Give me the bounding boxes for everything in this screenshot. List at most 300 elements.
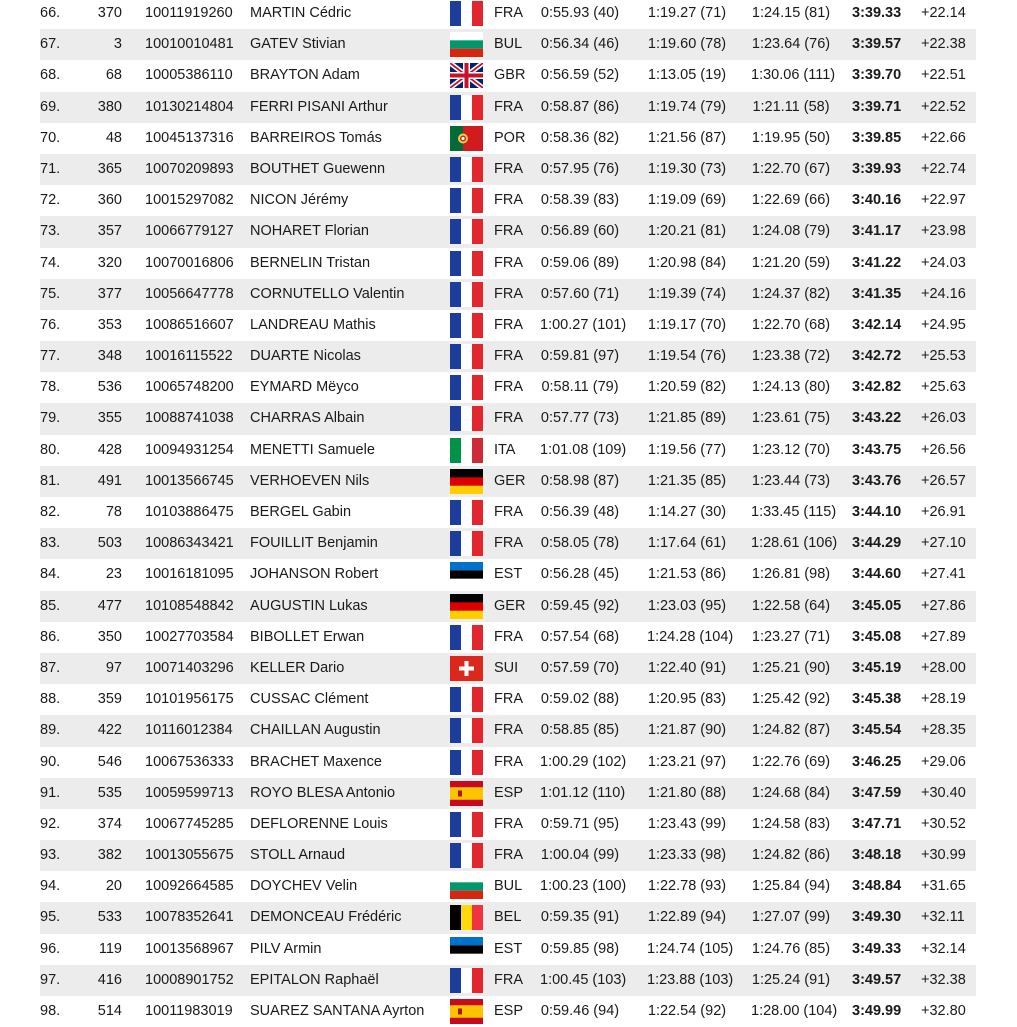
split-1-cell: 1:01.12 (110) — [540, 784, 626, 801]
table-row — [40, 372, 976, 403]
uci-id-cell: 10130214804 — [145, 98, 234, 115]
split-2-cell: 1:13.05 (19) — [647, 67, 727, 84]
uci-id-cell: 10108548842 — [145, 597, 234, 614]
flag-icon — [450, 375, 483, 400]
bib-cell: 370 — [97, 5, 122, 21]
total-time-cell: 3:39.70 — [852, 67, 902, 84]
rank-cell: 88. — [40, 691, 61, 708]
flag-icon — [450, 905, 483, 930]
time-gap-cell: +22.66 — [921, 129, 966, 146]
bib-cell: 546 — [97, 753, 122, 770]
time-gap-cell: +22.14 — [921, 5, 966, 21]
split-3-cell: 1:22.69 (66) — [751, 192, 831, 209]
uci-id-cell: 10045137316 — [145, 129, 234, 146]
nation-code-cell: FRA — [494, 348, 523, 365]
nation-code-cell: GER — [494, 472, 526, 489]
bib-cell: 320 — [97, 254, 122, 271]
total-time-cell: 3:42.14 — [852, 316, 902, 333]
time-gap-cell: +22.97 — [921, 192, 966, 209]
nation-code-cell: FRA — [494, 254, 523, 271]
split-1-cell: 0:58.98 (87) — [540, 472, 620, 489]
split-3-cell: 1:24.08 (79) — [751, 223, 831, 240]
time-gap-cell: +27.89 — [921, 628, 966, 645]
flag-icon — [450, 500, 483, 525]
split-3-cell: 1:19.95 (50) — [751, 129, 831, 146]
nation-code-cell: BEL — [494, 909, 522, 926]
rank-cell: 75. — [40, 285, 61, 302]
table-row — [40, 965, 976, 996]
table-row — [40, 840, 976, 871]
table-row — [40, 435, 976, 466]
split-1-cell: 0:58.39 (83) — [540, 192, 620, 209]
table-row — [40, 871, 976, 902]
nation-code-cell: FRA — [494, 379, 523, 396]
rank-cell: 91. — [40, 784, 61, 801]
split-1-cell: 0:59.06 (89) — [540, 254, 620, 271]
split-1-cell: 1:00.04 (99) — [540, 847, 620, 864]
rider-name-cell: BERNELIN Tristan — [250, 254, 371, 271]
split-2-cell: 1:23.21 (97) — [647, 753, 727, 770]
split-2-cell: 1:21.53 (86) — [647, 566, 727, 583]
table-row — [40, 60, 976, 91]
total-time-cell: 3:49.57 — [852, 971, 902, 988]
split-3-cell: 1:23.38 (72) — [751, 348, 831, 365]
split-1-cell: 0:59.71 (95) — [540, 815, 620, 832]
bib-cell: 23 — [105, 566, 122, 583]
nation-code-cell: FRA — [494, 691, 523, 708]
bib-cell: 360 — [97, 192, 122, 209]
flag-icon — [450, 594, 483, 619]
rider-name-cell: FERRI PISANI Arthur — [250, 98, 388, 115]
rider-name-cell: NOHARET Florian — [250, 223, 369, 240]
flag-icon — [450, 937, 483, 962]
uci-id-cell: 10027703584 — [145, 628, 234, 645]
table-row — [40, 528, 976, 559]
split-2-cell: 1:21.80 (88) — [647, 784, 727, 801]
rider-name-cell: GATEV Stivian — [250, 36, 346, 53]
total-time-cell: 3:42.72 — [852, 348, 902, 365]
rank-cell: 73. — [40, 223, 61, 240]
rider-name-cell: LANDREAU Mathis — [250, 316, 376, 333]
split-2-cell: 1:17.64 (61) — [647, 535, 727, 552]
split-1-cell: 0:59.46 (94) — [540, 1003, 620, 1019]
table-row — [40, 809, 976, 840]
uci-id-cell: 10011919260 — [145, 5, 233, 21]
time-gap-cell: +22.51 — [921, 67, 966, 84]
uci-id-cell: 10071403296 — [145, 659, 234, 676]
flag-icon — [450, 157, 483, 182]
time-gap-cell: +26.91 — [921, 504, 966, 520]
split-3-cell: 1:22.76 (69) — [751, 753, 831, 770]
rank-cell: 89. — [40, 722, 61, 739]
split-3-cell: 1:23.27 (71) — [751, 628, 831, 645]
split-3-cell: 1:22.58 (64) — [751, 597, 831, 614]
split-1-cell: 1:00.23 (100) — [540, 878, 627, 895]
rider-name-cell: DEFLORENNE Louis — [250, 815, 388, 832]
uci-id-cell: 10067745285 — [145, 815, 234, 832]
rank-cell: 86. — [40, 628, 61, 645]
bib-cell: 48 — [105, 129, 122, 146]
uci-id-cell: 10013055675 — [145, 847, 234, 864]
total-time-cell: 3:39.85 — [852, 129, 902, 146]
flag-icon — [450, 750, 483, 775]
bib-cell: 377 — [97, 285, 122, 302]
total-time-cell: 3:49.33 — [852, 940, 902, 957]
table-row — [40, 902, 976, 933]
flag-icon — [450, 843, 483, 868]
table-row — [40, 591, 976, 622]
rider-name-cell: BRACHET Maxence — [250, 753, 382, 770]
split-3-cell: 1:33.45 (115) — [751, 504, 837, 520]
split-3-cell: 1:24.82 (86) — [751, 847, 831, 864]
split-2-cell: 1:19.30 (73) — [647, 160, 727, 177]
split-3-cell: 1:25.42 (92) — [751, 691, 831, 708]
total-time-cell: 3:44.10 — [852, 504, 902, 520]
table-row — [40, 466, 976, 497]
table-row — [40, 29, 976, 60]
time-gap-cell: +27.41 — [921, 566, 966, 583]
time-gap-cell: +30.40 — [921, 784, 966, 801]
split-2-cell: 1:19.27 (71) — [647, 5, 727, 21]
split-3-cell: 1:23.64 (76) — [751, 36, 831, 53]
nation-code-cell: GER — [494, 597, 526, 614]
time-gap-cell: +27.86 — [921, 597, 966, 614]
split-1-cell: 0:59.45 (92) — [540, 597, 620, 614]
flag-icon — [450, 282, 483, 307]
total-time-cell: 3:43.76 — [852, 472, 902, 489]
rank-cell: 98. — [40, 1003, 61, 1019]
split-3-cell: 1:25.24 (91) — [751, 971, 831, 988]
split-3-cell: 1:23.61 (75) — [751, 410, 831, 427]
total-time-cell: 3:47.59 — [852, 784, 902, 801]
uci-id-cell: 10101956175 — [145, 691, 234, 708]
split-2-cell: 1:14.27 (30) — [647, 504, 727, 520]
split-1-cell: 0:55.93 (40) — [540, 5, 620, 21]
split-2-cell: 1:19.09 (69) — [647, 192, 727, 209]
split-2-cell: 1:19.17 (70) — [647, 316, 727, 333]
bib-cell: 477 — [97, 597, 122, 614]
split-3-cell: 1:24.13 (80) — [751, 379, 831, 396]
rank-cell: 90. — [40, 753, 61, 770]
bib-cell: 374 — [97, 815, 122, 832]
table-row — [40, 622, 976, 653]
uci-id-cell: 10011983019 — [145, 1003, 233, 1019]
uci-id-cell: 10005386110 — [145, 67, 233, 84]
split-2-cell: 1:19.60 (78) — [647, 36, 727, 53]
split-2-cell: 1:24.74 (105) — [647, 940, 734, 957]
time-gap-cell: +31.65 — [921, 878, 966, 895]
uci-id-cell: 10015297082 — [145, 192, 234, 209]
rider-name-cell: BERGEL Gabin — [250, 504, 352, 520]
nation-code-cell: FRA — [494, 285, 523, 302]
total-time-cell: 3:43.22 — [852, 410, 902, 427]
uci-id-cell: 10008901752 — [145, 971, 234, 988]
split-3-cell: 1:24.76 (85) — [751, 940, 831, 957]
uci-id-cell: 10013568967 — [145, 940, 234, 957]
rank-cell: 77. — [40, 348, 61, 365]
time-gap-cell: +22.52 — [921, 98, 966, 115]
rank-cell: 83. — [40, 535, 61, 552]
rank-cell: 70. — [40, 129, 61, 146]
table-row — [40, 559, 976, 590]
split-1-cell: 0:58.87 (86) — [540, 98, 620, 115]
rank-cell: 82. — [40, 504, 61, 520]
uci-id-cell: 10070209893 — [145, 160, 234, 177]
table-row — [40, 996, 976, 1027]
flag-icon — [450, 344, 483, 369]
split-1-cell: 0:59.81 (97) — [540, 348, 620, 365]
bib-cell: 355 — [97, 410, 122, 427]
time-gap-cell: +24.03 — [921, 254, 966, 271]
nation-code-cell: FRA — [494, 753, 523, 770]
split-2-cell: 1:19.39 (74) — [647, 285, 727, 302]
split-3-cell: 1:25.84 (94) — [751, 878, 831, 895]
nation-code-cell: ESP — [494, 784, 524, 801]
time-gap-cell: +25.63 — [921, 379, 966, 396]
results-table — [40, 0, 976, 1027]
split-2-cell: 1:22.54 (92) — [647, 1003, 727, 1019]
rider-name-cell: AUGUSTIN Lukas — [250, 597, 368, 614]
total-time-cell: 3:49.99 — [852, 1003, 902, 1019]
table-row — [40, 185, 976, 216]
split-3-cell: 1:22.70 (67) — [751, 160, 831, 177]
total-time-cell: 3:49.30 — [852, 909, 902, 926]
time-gap-cell: +32.14 — [921, 940, 966, 957]
rider-name-cell: BIBOLLET Erwan — [250, 628, 365, 645]
split-3-cell: 1:21.20 (59) — [751, 254, 831, 271]
rank-cell: 93. — [40, 847, 61, 864]
split-3-cell: 1:27.07 (99) — [751, 909, 831, 926]
split-3-cell: 1:26.81 (98) — [751, 566, 831, 583]
split-2-cell: 1:19.74 (79) — [647, 98, 727, 115]
rider-name-cell: MARTIN Cédric — [250, 5, 352, 21]
split-3-cell: 1:24.15 (81) — [751, 5, 831, 21]
split-1-cell: 0:59.85 (98) — [540, 940, 620, 957]
total-time-cell: 3:44.29 — [852, 535, 902, 552]
time-gap-cell: +26.57 — [921, 472, 966, 489]
nation-code-cell: FRA — [494, 535, 523, 552]
uci-id-cell: 10067536333 — [145, 753, 234, 770]
flag-icon — [450, 469, 483, 494]
split-2-cell: 1:21.35 (85) — [647, 472, 727, 489]
nation-code-cell: FRA — [494, 98, 523, 115]
rank-cell: 80. — [40, 441, 61, 458]
split-3-cell: 1:28.00 (104) — [751, 1003, 838, 1019]
nation-code-cell: POR — [494, 129, 526, 146]
rank-cell: 97. — [40, 971, 61, 988]
time-gap-cell: +25.53 — [921, 348, 966, 365]
total-time-cell: 3:45.08 — [852, 628, 902, 645]
split-1-cell: 1:00.29 (102) — [540, 753, 627, 770]
split-3-cell: 1:24.37 (82) — [751, 285, 831, 302]
rider-name-cell: CHAILLAN Augustin — [250, 722, 381, 739]
rider-name-cell: VERHOEVEN Nils — [250, 472, 370, 489]
rank-cell: 85. — [40, 597, 61, 614]
bib-cell: 20 — [105, 878, 122, 895]
split-3-cell: 1:30.06 (111) — [751, 67, 836, 84]
split-3-cell: 1:24.82 (87) — [751, 722, 831, 739]
table-row — [40, 684, 976, 715]
total-time-cell: 3:41.22 — [852, 254, 902, 271]
table-row — [40, 715, 976, 746]
split-2-cell: 1:19.56 (77) — [647, 441, 727, 458]
rider-name-cell: CORNUTELLO Valentin — [250, 285, 405, 302]
nation-code-cell: BUL — [494, 36, 523, 53]
bib-cell: 536 — [97, 379, 122, 396]
rider-name-cell: BOUTHET Guewenn — [250, 160, 386, 177]
uci-id-cell: 10116012384 — [145, 722, 233, 739]
rider-name-cell: DOYCHEV Velin — [250, 878, 358, 895]
rider-name-cell: KELLER Dario — [250, 659, 345, 676]
split-1-cell: 0:57.77 (73) — [540, 410, 620, 427]
rank-cell: 92. — [40, 815, 61, 832]
rider-name-cell: DEMONCEAU Frédéric — [250, 909, 402, 926]
rider-name-cell: CHARRAS Albain — [250, 410, 365, 427]
split-3-cell: 1:21.11 (58) — [752, 98, 830, 115]
split-1-cell: 0:56.34 (46) — [540, 36, 620, 53]
split-1-cell: 0:58.11 (79) — [541, 379, 619, 396]
flag-icon — [450, 625, 483, 650]
rank-cell: 79. — [40, 410, 61, 427]
bib-cell: 491 — [97, 472, 122, 489]
nation-code-cell: GBR — [494, 67, 526, 84]
total-time-cell: 3:45.19 — [852, 659, 902, 676]
split-3-cell: 1:23.44 (73) — [751, 472, 831, 489]
split-1-cell: 0:57.95 (76) — [540, 160, 620, 177]
rider-name-cell: PILV Armin — [250, 940, 322, 957]
split-3-cell: 1:24.68 (84) — [751, 784, 831, 801]
split-2-cell: 1:22.78 (93) — [647, 878, 727, 895]
flag-icon — [450, 968, 483, 993]
time-gap-cell: +22.74 — [921, 160, 966, 177]
rank-cell: 74. — [40, 254, 61, 271]
time-gap-cell: +30.52 — [921, 815, 966, 832]
flag-icon — [450, 874, 483, 899]
nation-code-cell: ITA — [494, 441, 516, 458]
rider-name-cell: FOUILLIT Benjamin — [250, 535, 378, 552]
split-2-cell: 1:20.59 (82) — [647, 379, 727, 396]
split-1-cell: 0:56.28 (45) — [540, 566, 620, 583]
flag-icon — [450, 63, 483, 88]
uci-id-cell: 10010010481 — [145, 36, 234, 53]
flag-icon — [450, 438, 483, 463]
split-2-cell: 1:19.54 (76) — [647, 348, 727, 365]
rank-cell: 72. — [40, 192, 61, 209]
total-time-cell: 3:45.05 — [852, 597, 902, 614]
rider-name-cell: MENETTI Samuele — [250, 441, 375, 458]
uci-id-cell: 10092664585 — [145, 878, 234, 895]
rank-cell: 69. — [40, 98, 61, 115]
split-2-cell: 1:22.40 (91) — [647, 659, 727, 676]
nation-code-cell: EST — [494, 566, 523, 583]
time-gap-cell: +23.98 — [921, 223, 966, 240]
total-time-cell: 3:43.75 — [852, 441, 902, 458]
split-1-cell: 0:58.85 (85) — [540, 722, 620, 739]
time-gap-cell: +27.10 — [921, 535, 966, 552]
nation-code-cell: FRA — [494, 722, 523, 739]
split-3-cell: 1:23.12 (70) — [751, 441, 831, 458]
table-row — [40, 497, 976, 528]
time-gap-cell: +32.38 — [921, 971, 966, 988]
total-time-cell: 3:45.54 — [852, 722, 902, 739]
split-3-cell: 1:28.61 (106) — [751, 535, 838, 552]
nation-code-cell: FRA — [494, 223, 523, 240]
total-time-cell: 3:39.71 — [852, 98, 902, 115]
nation-code-cell: ESP — [494, 1003, 524, 1019]
bib-cell: 350 — [97, 628, 122, 645]
split-2-cell: 1:23.33 (98) — [647, 847, 727, 864]
rider-name-cell: DUARTE Nicolas — [250, 348, 361, 365]
time-gap-cell: +24.95 — [921, 316, 966, 333]
rank-cell: 68. — [40, 67, 61, 84]
bib-cell: 357 — [97, 223, 122, 240]
bib-cell: 535 — [97, 784, 122, 801]
time-gap-cell: +26.03 — [921, 410, 966, 427]
split-1-cell: 0:56.39 (48) — [540, 504, 620, 520]
flag-icon — [450, 531, 483, 556]
table-row — [40, 653, 976, 684]
flag-icon — [450, 812, 483, 837]
time-gap-cell: +30.99 — [921, 847, 966, 864]
rider-name-cell: EYMARD Mëyco — [250, 379, 359, 396]
bib-cell: 3 — [113, 36, 122, 53]
time-gap-cell: +28.00 — [921, 659, 966, 676]
total-time-cell: 3:46.25 — [852, 753, 902, 770]
table-row — [40, 279, 976, 310]
flag-icon — [450, 32, 483, 57]
nation-code-cell: FRA — [494, 410, 523, 427]
uci-id-cell: 10013566745 — [145, 472, 234, 489]
rider-name-cell: ROYO BLESA Antonio — [250, 784, 396, 801]
split-1-cell: 0:57.54 (68) — [540, 628, 620, 645]
rank-cell: 95. — [40, 909, 61, 926]
uci-id-cell: 10088741038 — [145, 410, 234, 427]
time-gap-cell: +24.16 — [921, 285, 966, 302]
bib-cell: 533 — [97, 909, 122, 926]
split-1-cell: 0:58.05 (78) — [540, 535, 620, 552]
nation-code-cell: SUI — [494, 659, 519, 676]
table-row — [40, 154, 976, 185]
time-gap-cell: +28.35 — [921, 722, 966, 739]
table-row — [40, 0, 976, 29]
table-row — [40, 403, 976, 434]
rider-name-cell: CUSSAC Clément — [250, 691, 369, 708]
flag-icon — [450, 126, 483, 151]
uci-id-cell: 10056647778 — [145, 285, 234, 302]
split-1-cell: 0:58.36 (82) — [540, 129, 620, 146]
table-row — [40, 747, 976, 778]
bib-cell: 68 — [105, 67, 122, 84]
flag-icon — [450, 656, 483, 681]
bib-cell: 503 — [97, 535, 122, 552]
flag-icon — [450, 562, 483, 587]
uci-id-cell: 10016181095 — [145, 566, 234, 583]
flag-icon — [450, 687, 483, 712]
nation-code-cell: FRA — [494, 5, 523, 21]
flag-icon — [450, 781, 483, 806]
split-2-cell: 1:21.56 (87) — [647, 129, 727, 146]
table-row — [40, 778, 976, 809]
split-2-cell: 1:20.98 (84) — [647, 254, 727, 271]
uci-id-cell: 10066779127 — [145, 223, 234, 240]
split-1-cell: 1:00.27 (101) — [540, 316, 627, 333]
rank-cell: 78. — [40, 379, 61, 396]
time-gap-cell: +29.06 — [921, 753, 966, 770]
uci-id-cell: 10094931254 — [145, 441, 234, 458]
rank-cell: 76. — [40, 316, 61, 333]
table-row — [40, 248, 976, 279]
bib-cell: 422 — [97, 722, 122, 739]
